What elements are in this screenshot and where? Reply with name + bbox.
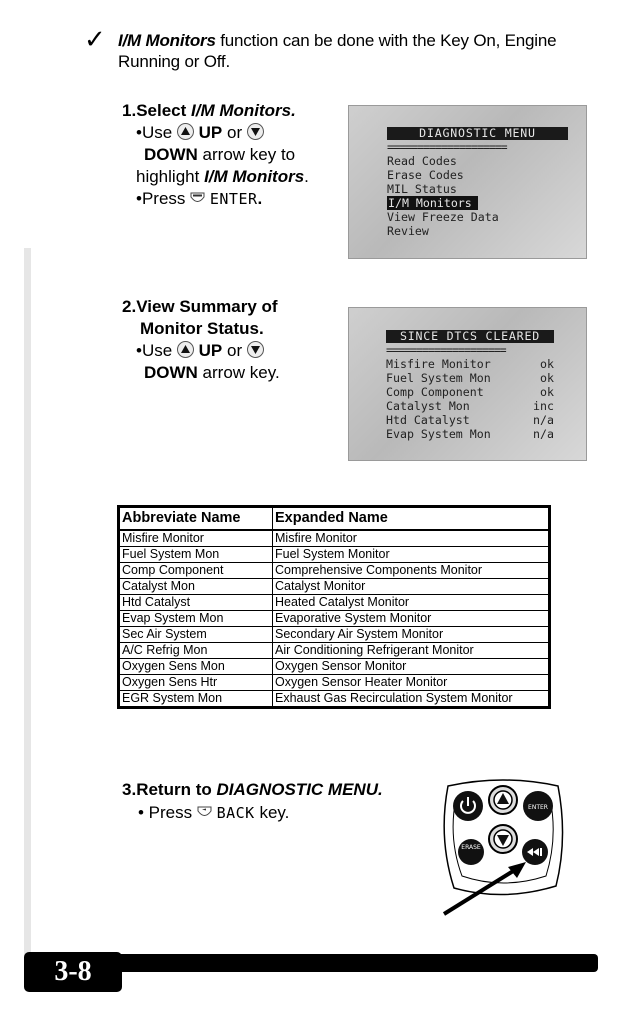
svg-text:ENTER: ENTER: [528, 804, 548, 811]
step-1-period: .: [304, 167, 309, 186]
down-arrow-icon: [247, 123, 264, 140]
column-header-expanded: Expanded Name: [273, 507, 550, 531]
table-row: [119, 643, 550, 659]
expanded-name-cell: Air Conditioning Refrigerant Monitor: [273, 643, 550, 659]
table-row: [119, 595, 550, 611]
abbreviated-name-cell: Htd Catalyst: [119, 595, 273, 611]
screen-1-header: DIAGNOSTIC MENU: [387, 127, 568, 140]
expanded-name-cell: Heated Catalyst Monitor: [273, 595, 550, 611]
monitor-status: ok: [540, 371, 554, 385]
step-2-bullet-1: [122, 340, 347, 384]
abbreviated-name-cell: Misfire Monitor: [119, 530, 273, 547]
step-2-title: [122, 296, 347, 340]
intro-text: function can be done with the Key On, Engine Running or Off.: [118, 31, 557, 71]
back-key-label: BACK: [216, 804, 255, 822]
monitor-status: n/a: [533, 427, 554, 441]
enter-key-icon: [190, 192, 205, 205]
keypad-illustration: [438, 778, 568, 920]
expanded-name-cell: Exhaust Gas Recirculation System Monitor: [273, 691, 550, 708]
table-row: [119, 659, 550, 675]
monitor-row: [386, 427, 554, 441]
abbreviated-name-cell: Catalyst Mon: [119, 579, 273, 595]
step-3: [122, 779, 422, 824]
monitor-row: [386, 371, 554, 385]
expanded-name-cell: Misfire Monitor: [273, 530, 550, 547]
step-1-bullet-1: [122, 122, 347, 188]
step-3-end: key.: [254, 803, 290, 822]
up-key-label: UP: [198, 341, 223, 360]
monitor-row: [386, 413, 554, 427]
step-3-title-term: DIAGNOSTIC MENU.: [216, 780, 383, 799]
up-arrow-icon: [177, 341, 194, 358]
expanded-name-cell: Oxygen Sensor Monitor: [273, 659, 550, 675]
page-number: 3-8: [24, 952, 122, 992]
menu-item-view-freeze-data: View Freeze Data: [387, 210, 499, 224]
expanded-name-cell: Oxygen Sensor Heater Monitor: [273, 675, 550, 691]
monitor-status: n/a: [533, 413, 554, 427]
step-1-title: [122, 100, 347, 122]
monitor-status: ok: [540, 385, 554, 399]
monitor-name: Misfire Monitor: [386, 357, 491, 371]
column-header-abbreviate: Abbreviate Name: [119, 507, 273, 531]
abbreviated-name-cell: EGR System Mon: [119, 691, 273, 708]
step-2-title-line-1: View Summary of: [136, 297, 278, 316]
or-text: or: [222, 341, 247, 360]
table-header-row: [119, 507, 550, 531]
menu-item-im-monitors-selected: I/M Monitors: [387, 196, 478, 210]
table-row: [119, 579, 550, 595]
down-key-label: DOWN: [144, 363, 198, 382]
menu-item-read-codes: Read Codes: [387, 154, 457, 168]
table-row: [119, 563, 550, 579]
expanded-name-cell: Evaporative System Monitor: [273, 611, 550, 627]
monitor-status: inc: [533, 399, 554, 413]
lcd-screen-monitor-status: [348, 307, 587, 461]
step-2-arrow-text: arrow key.: [197, 363, 280, 382]
table-row: [119, 691, 550, 708]
monitor-row: [386, 357, 554, 371]
expanded-name-cell: Catalyst Monitor: [273, 579, 550, 595]
enter-key-label: ENTER: [209, 190, 258, 208]
abbreviated-name-cell: Fuel System Mon: [119, 547, 273, 563]
menu-item-mil-status: MIL Status: [387, 182, 457, 196]
abbreviated-name-cell: Evap System Mon: [119, 611, 273, 627]
monitor-name: Catalyst Mon: [386, 399, 470, 413]
up-key-label: UP: [198, 123, 223, 142]
step-3-bullet: [122, 802, 422, 824]
abbreviated-name-cell: Comp Component: [119, 563, 273, 579]
check-mark-icon: ✓: [84, 25, 106, 55]
step-1-bullet-2: [122, 188, 347, 210]
abbreviated-name-cell: A/C Refrig Mon: [119, 643, 273, 659]
step-1-number: 1.: [122, 101, 137, 120]
screen-1-divider: ====================: [387, 140, 507, 154]
step-1: [122, 100, 347, 210]
down-arrow-icon: [247, 341, 264, 358]
step-3-press-text: • Press: [138, 803, 197, 822]
step-2-use-text: •Use: [136, 341, 177, 360]
up-arrow-icon: [177, 123, 194, 140]
step-2: [122, 296, 347, 384]
table-row: [119, 530, 550, 547]
table-row: [119, 547, 550, 563]
intro-paragraph: [118, 30, 618, 72]
menu-item-review: Review: [387, 224, 429, 238]
screen-2-divider: ====================: [386, 343, 506, 357]
step-2-number: 2.: [122, 297, 137, 316]
back-key-icon: [197, 806, 212, 819]
step-1-press-text: •Press: [136, 189, 191, 208]
step-3-title: [122, 779, 422, 801]
screen-2-header: SINCE DTCS CLEARED: [386, 330, 554, 343]
expanded-name-cell: Fuel System Monitor: [273, 547, 550, 563]
monitor-name: Fuel System Mon: [386, 371, 491, 385]
step-1-end: .: [257, 189, 263, 208]
table-row: [119, 675, 550, 691]
svg-text:ERASE: ERASE: [461, 844, 481, 851]
intro-term: I/M Monitors: [118, 31, 216, 50]
margin-bar: [24, 248, 31, 964]
down-key-label: DOWN: [144, 145, 198, 164]
lcd-screen-diagnostic-menu: [348, 105, 587, 259]
step-1-arrow-text: arrow key to highlight: [136, 145, 296, 186]
monitor-name: Htd Catalyst: [386, 413, 470, 427]
monitor-name: Comp Component: [386, 385, 484, 399]
abbreviated-name-cell: Sec Air System: [119, 627, 273, 643]
step-1-title-prefix: Select: [136, 101, 191, 120]
step-3-number: 3.: [122, 780, 137, 799]
table-row: [119, 611, 550, 627]
step-2-title-line-2: Monitor Status.: [140, 319, 264, 338]
step-1-use-text: •Use: [136, 123, 177, 142]
erase-button-icon: [458, 839, 484, 865]
monitor-name: Evap System Mon: [386, 427, 491, 441]
monitor-row: [386, 385, 554, 399]
table-row: [119, 627, 550, 643]
expanded-name-cell: Comprehensive Components Monitor: [273, 563, 550, 579]
monitor-row: [386, 399, 554, 413]
abbreviated-name-cell: Oxygen Sens Mon: [119, 659, 273, 675]
step-1-title-term: I/M Monitors.: [191, 101, 296, 120]
abbreviated-name-cell: Oxygen Sens Htr: [119, 675, 273, 691]
or-text: or: [222, 123, 247, 142]
footer-bar: [110, 954, 598, 972]
abbreviation-table: [117, 505, 551, 709]
step-1-highlight-term: I/M Monitors: [204, 167, 305, 186]
step-3-title-prefix: Return to: [136, 780, 217, 799]
monitor-status: ok: [540, 357, 554, 371]
menu-item-erase-codes: Erase Codes: [387, 168, 464, 182]
expanded-name-cell: Secondary Air System Monitor: [273, 627, 550, 643]
